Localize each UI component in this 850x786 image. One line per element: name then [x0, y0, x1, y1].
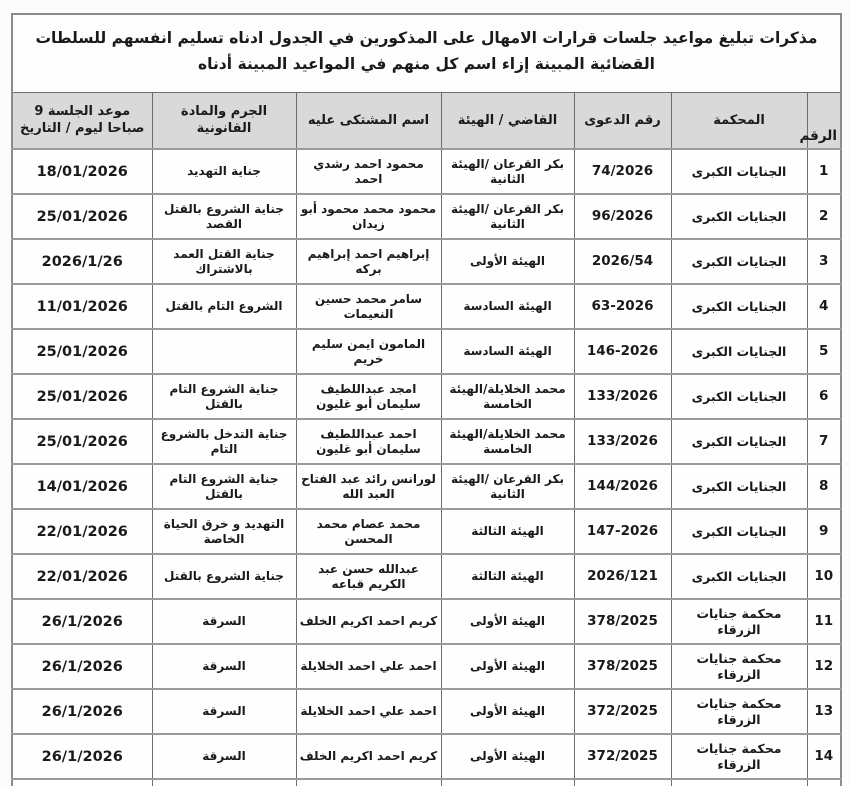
- cell-empty: [807, 779, 841, 786]
- cell-court: محكمة جنايات الزرقاء: [671, 734, 807, 779]
- cell-num: 1: [807, 149, 841, 194]
- column-header-judge-panel: القاضي / الهيئة: [441, 92, 574, 149]
- cell-crime: جناية الشروع التام بالقتل: [152, 464, 296, 509]
- cell-judge: الهيئة الأولى: [441, 644, 574, 689]
- document-title: مذكرات تبليغ مواعيد جلسات قرارات الامهال على المذكورين في الجدول ادناه تسليم انفسهم للسلطات القضائية المبينة إزاء اسم كل منهم في المواعيد المبينة أدناه: [12, 14, 841, 92]
- cell-date: 25/01/2026: [12, 419, 152, 464]
- cell-date: 2026/1/26: [12, 239, 152, 284]
- cell-date: 14/01/2026: [12, 464, 152, 509]
- cell-court: الجنايات الكبرى: [671, 464, 807, 509]
- table-row: [12, 329, 841, 374]
- cell-crime: التهديد و خرق الحياة الخاصة: [152, 509, 296, 554]
- cell-court: الجنايات الكبرى: [671, 509, 807, 554]
- cell-defendant: محمود احمد رشدي احمد: [296, 149, 441, 194]
- cell-judge: الهيئة الأولى: [441, 239, 574, 284]
- cell-num: 11: [807, 599, 841, 644]
- cell-empty: [574, 779, 671, 786]
- cell-court: الجنايات الكبرى: [671, 149, 807, 194]
- cell-case_no: 133/2026: [574, 419, 671, 464]
- cell-defendant: امجد عبداللطيف سليمان أبو غليون: [296, 374, 441, 419]
- cell-defendant: المامون ايمن سليم خريم: [296, 329, 441, 374]
- cell-defendant: محمد عصام محمد المحسن: [296, 509, 441, 554]
- column-header-number: الرقم: [807, 92, 841, 149]
- cell-defendant: إبراهيم احمد إبراهيم بركه: [296, 239, 441, 284]
- cell-case_no: 2026/54: [574, 239, 671, 284]
- cell-defendant: محمود محمد محمود أبو زيدان: [296, 194, 441, 239]
- cell-case_no: 96/2026: [574, 194, 671, 239]
- cell-date: 18/01/2026: [12, 149, 152, 194]
- cell-case_no: 2026/121: [574, 554, 671, 599]
- cell-judge: محمد الخلايلة/الهيئة الخامسة: [441, 374, 574, 419]
- cell-case_no: 74/2026: [574, 149, 671, 194]
- cell-case_no: 372/2025: [574, 689, 671, 734]
- cell-court: محكمة جنايات الزرقاء: [671, 689, 807, 734]
- cell-crime: الشروع التام بالقتل: [152, 284, 296, 329]
- cell-empty: [441, 779, 574, 786]
- cell-crime: السرقة: [152, 734, 296, 779]
- cell-court: الجنايات الكبرى: [671, 554, 807, 599]
- cell-num: 7: [807, 419, 841, 464]
- cell-date: 22/01/2026: [12, 509, 152, 554]
- cell-num: 4: [807, 284, 841, 329]
- cell-crime: جناية التدخل بالشروع التام: [152, 419, 296, 464]
- cell-num: 5: [807, 329, 841, 374]
- cell-judge: الهيئة السادسة: [441, 329, 574, 374]
- cell-num: 2: [807, 194, 841, 239]
- title-row: [12, 14, 841, 92]
- cell-judge: الهيئة الأولى: [441, 734, 574, 779]
- cell-num: 10: [807, 554, 841, 599]
- cell-date: 26/1/2026: [12, 734, 152, 779]
- cell-crime: جناية الشروع بالقتل: [152, 554, 296, 599]
- cell-crime: جناية الشروع بالقتل القصد: [152, 194, 296, 239]
- cell-case_no: 372/2025: [574, 734, 671, 779]
- table-row: [12, 464, 841, 509]
- cell-defendant: احمد علي احمد الخلايلة: [296, 689, 441, 734]
- cell-defendant: لورانس رائد عبد الفتاح العبد الله: [296, 464, 441, 509]
- cell-empty: [152, 779, 296, 786]
- cell-defendant: كريم احمد اكريم الخلف: [296, 599, 441, 644]
- cell-court: الجنايات الكبرى: [671, 329, 807, 374]
- cell-court: الجنايات الكبرى: [671, 374, 807, 419]
- cell-case_no: 144/2026: [574, 464, 671, 509]
- cell-crime: جناية القتل العمد بالاشتراك: [152, 239, 296, 284]
- column-header-crime: الجرم والمادة القانونية: [152, 92, 296, 149]
- cell-court: الجنايات الكبرى: [671, 284, 807, 329]
- cell-date: 11/01/2026: [12, 284, 152, 329]
- cell-empty: [671, 779, 807, 786]
- table-row: [12, 149, 841, 194]
- cell-court: الجنايات الكبرى: [671, 419, 807, 464]
- cell-num: 9: [807, 509, 841, 554]
- cell-crime: السرقة: [152, 644, 296, 689]
- cell-date: 26/1/2026: [12, 599, 152, 644]
- cell-date: 26/1/2026: [12, 689, 152, 734]
- cases-table: [11, 13, 842, 786]
- table-row: [12, 284, 841, 329]
- column-header-case-number: رقم الدعوى: [574, 92, 671, 149]
- cell-judge: الهيئة السادسة: [441, 284, 574, 329]
- table-row: [12, 509, 841, 554]
- cell-date: 25/01/2026: [12, 194, 152, 239]
- cell-empty: [296, 779, 441, 786]
- cell-date: 26/1/2026: [12, 644, 152, 689]
- cell-judge: الهيئة الأولى: [441, 689, 574, 734]
- cell-date: 25/01/2026: [12, 374, 152, 419]
- cell-empty: [12, 779, 152, 786]
- partial-row: [12, 779, 841, 786]
- cell-num: 3: [807, 239, 841, 284]
- cell-crime: [152, 329, 296, 374]
- cell-court: الجنايات الكبرى: [671, 194, 807, 239]
- cases-table-body: [12, 149, 841, 786]
- cell-judge: بكر القرعان /الهيئة الثانية: [441, 194, 574, 239]
- cell-crime: جناية الشروع التام بالقتل: [152, 374, 296, 419]
- cell-judge: بكر القرعان /الهيئة الثانية: [441, 149, 574, 194]
- cell-defendant: سامر محمد حسين النعيمات: [296, 284, 441, 329]
- column-header-session-date: موعد الجلسة 9 صباحا ليوم / التاريخ: [12, 92, 152, 149]
- cell-case_no: 146-2026: [574, 329, 671, 374]
- cell-crime: السرقة: [152, 689, 296, 734]
- cell-judge: الهيئة الثالثة: [441, 509, 574, 554]
- cell-defendant: عبدالله حسن عبد الكريم قباعه: [296, 554, 441, 599]
- cell-judge: الهيئة الأولى: [441, 599, 574, 644]
- table-row: [12, 644, 841, 689]
- cell-case_no: 133/2026: [574, 374, 671, 419]
- cell-num: 14: [807, 734, 841, 779]
- cell-defendant: احمد عبداللطيف سليمان أبو غليون: [296, 419, 441, 464]
- column-header-defendant: اسم المشتكى عليه: [296, 92, 441, 149]
- cell-num: 12: [807, 644, 841, 689]
- cell-date: 22/01/2026: [12, 554, 152, 599]
- table-row: [12, 374, 841, 419]
- cell-court: الجنايات الكبرى: [671, 239, 807, 284]
- table-header-row: [12, 92, 841, 149]
- cell-judge: بكر القرعان /الهيئة الثانية: [441, 464, 574, 509]
- cell-case_no: 147-2026: [574, 509, 671, 554]
- cell-court: محكمة جنايات الزرقاء: [671, 644, 807, 689]
- cell-date: 25/01/2026: [12, 329, 152, 374]
- cell-num: 6: [807, 374, 841, 419]
- cell-num: 13: [807, 689, 841, 734]
- cell-judge: محمد الخلايلة/الهيئة الخامسة: [441, 419, 574, 464]
- cell-crime: السرقة: [152, 599, 296, 644]
- table-row: [12, 689, 841, 734]
- table-row: [12, 419, 841, 464]
- cell-case_no: 378/2025: [574, 599, 671, 644]
- table-row: [12, 734, 841, 779]
- cell-defendant: احمد علي احمد الخلايلة: [296, 644, 441, 689]
- cell-num: 8: [807, 464, 841, 509]
- cell-court: محكمة جنايات الزرقاء: [671, 599, 807, 644]
- table-row: [12, 194, 841, 239]
- cell-case_no: 378/2025: [574, 644, 671, 689]
- column-header-court: المحكمة: [671, 92, 807, 149]
- table-row: [12, 599, 841, 644]
- cell-case_no: 63-2026: [574, 284, 671, 329]
- table-row: [12, 239, 841, 284]
- table-row: [12, 554, 841, 599]
- cell-judge: الهيئة الثالثة: [441, 554, 574, 599]
- cell-defendant: كريم احمد اكريم الخلف: [296, 734, 441, 779]
- cell-crime: جناية التهديد: [152, 149, 296, 194]
